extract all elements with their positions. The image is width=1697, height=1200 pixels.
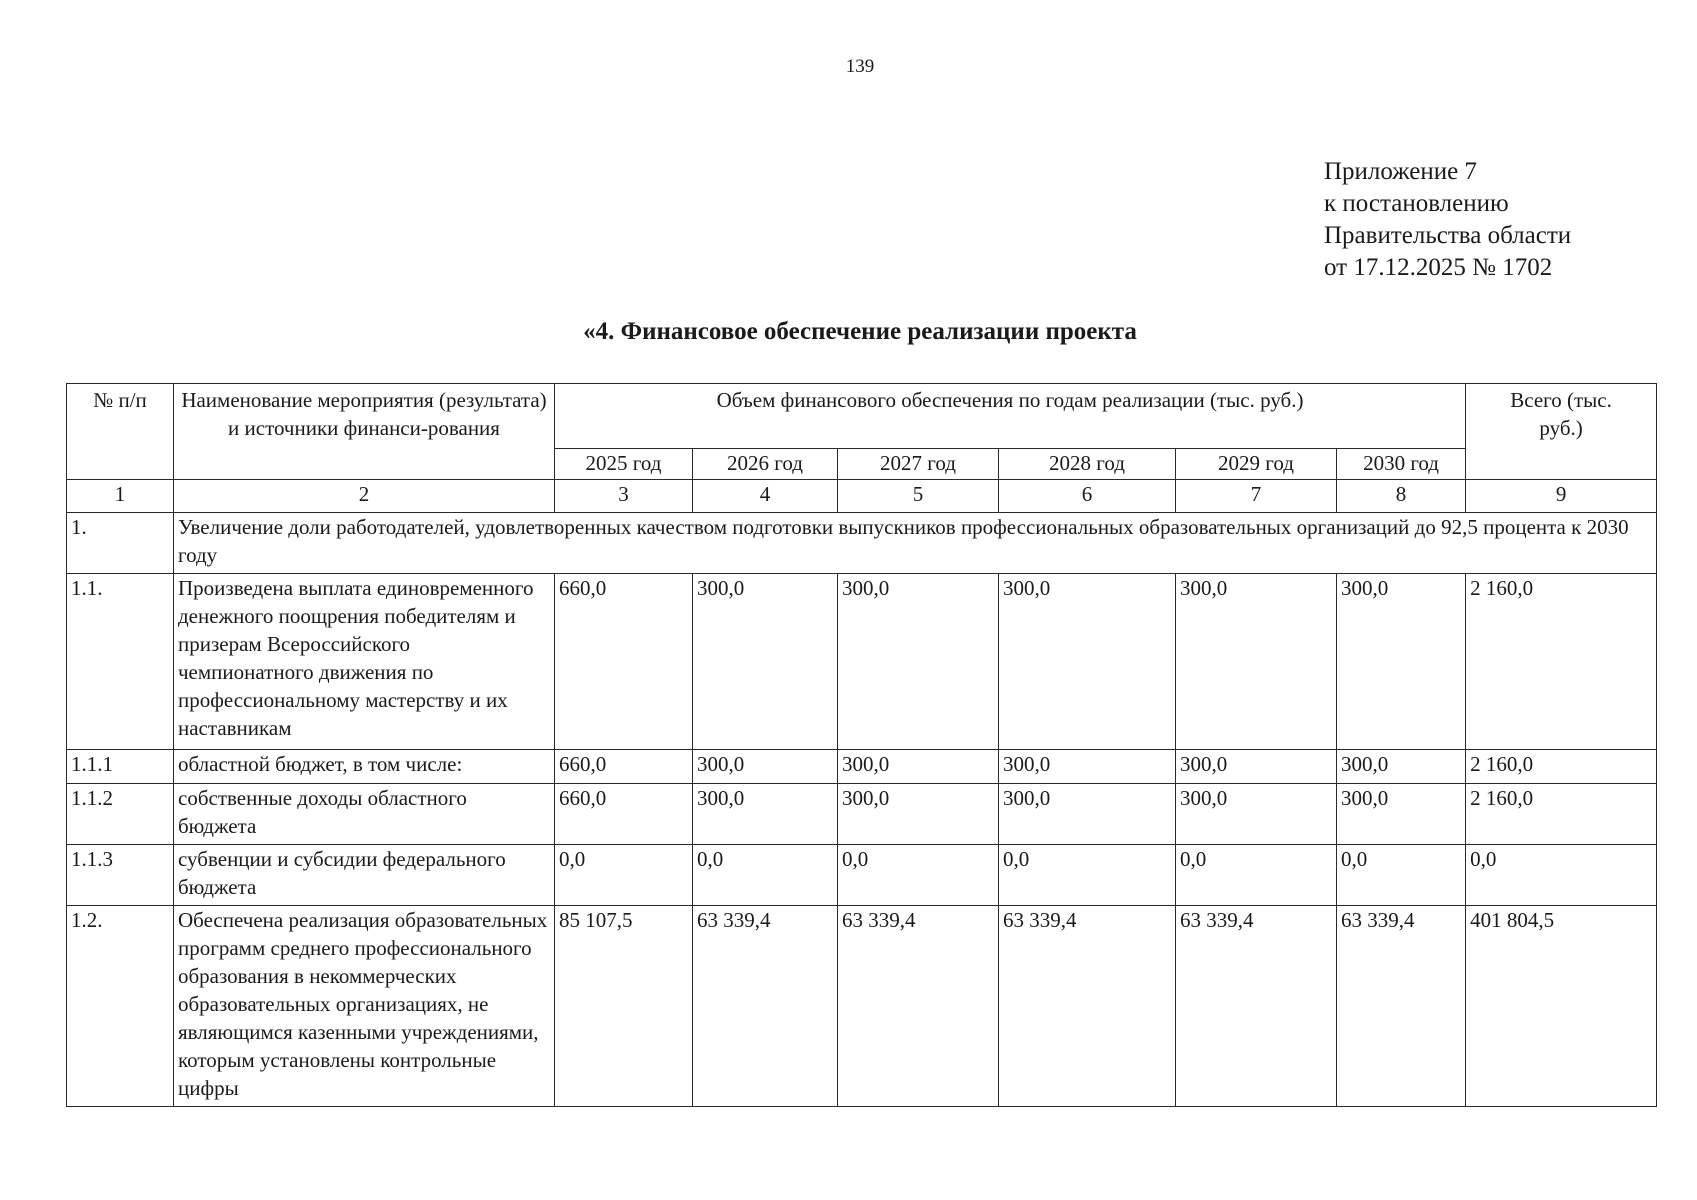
row-value: 0,0 — [838, 845, 999, 906]
row-num: 1.1.2 — [67, 784, 174, 845]
row-value: 63 339,4 — [999, 906, 1176, 1107]
column-index: 1 — [67, 480, 174, 513]
row-value: 300,0 — [1337, 784, 1466, 845]
appendix-line: Приложение 7 — [1324, 158, 1477, 185]
row-total: 2 160,0 — [1466, 784, 1657, 845]
row-name: Произведена выплата единовременного денежного поощрения победителям и призерам Всероссийского чемпионатного движения по профессиональному мастерству и их наставникам — [174, 574, 555, 750]
row-name: Обеспечена реализация образовательных программ среднего профессионального образования в некоммерческих образовательных организациях, не являющимся казенными учреждениями, которым установлены контрольные цифры — [174, 906, 555, 1107]
appendix-line: Правительства области — [1324, 222, 1572, 249]
table-row — [67, 750, 1657, 784]
financing-table — [66, 383, 1657, 1107]
header-row — [67, 384, 1657, 449]
row-value: 0,0 — [1176, 845, 1337, 906]
header-year: 2028 год — [999, 449, 1176, 480]
row-value: 660,0 — [555, 750, 693, 784]
row-value: 300,0 — [838, 750, 999, 784]
column-index-row — [67, 480, 1657, 513]
section-num: 1. — [67, 513, 174, 574]
section-text: Увеличение доли работодателей, удовлетворенных качеством подготовки выпускников профессиональных образовательных организаций до 92,5 процента к 2030 году — [174, 513, 1657, 574]
header-num: № п/п — [67, 384, 174, 480]
row-value: 660,0 — [555, 784, 693, 845]
row-num: 1.2. — [67, 906, 174, 1107]
column-index: 5 — [838, 480, 999, 513]
row-value: 0,0 — [1337, 845, 1466, 906]
row-value: 300,0 — [693, 574, 838, 750]
row-total: 2 160,0 — [1466, 750, 1657, 784]
header-total: Всего (тыс. руб.) — [1466, 384, 1657, 480]
column-index: 2 — [174, 480, 555, 513]
section-row — [67, 513, 1657, 574]
row-total: 2 160,0 — [1466, 574, 1657, 750]
row-name: областной бюджет, в том числе: — [174, 750, 555, 784]
row-value: 0,0 — [693, 845, 838, 906]
column-index: 6 — [999, 480, 1176, 513]
row-total: 401 804,5 — [1466, 906, 1657, 1107]
header-volume: Объем финансового обеспечения по годам реализации (тыс. руб.) — [555, 384, 1466, 449]
header-year: 2025 год — [555, 449, 693, 480]
row-value: 300,0 — [1176, 574, 1337, 750]
table-row — [67, 906, 1657, 1107]
row-name: собственные доходы областного бюджета — [174, 784, 555, 845]
row-value: 300,0 — [999, 574, 1176, 750]
row-value: 300,0 — [838, 574, 999, 750]
row-value: 300,0 — [1176, 750, 1337, 784]
row-value: 63 339,4 — [693, 906, 838, 1107]
column-index: 7 — [1176, 480, 1337, 513]
row-value: 0,0 — [555, 845, 693, 906]
row-value: 0,0 — [999, 845, 1176, 906]
appendix-block — [1324, 156, 1571, 284]
row-value: 300,0 — [1337, 574, 1466, 750]
column-index: 3 — [555, 480, 693, 513]
row-value: 300,0 — [999, 750, 1176, 784]
row-value: 63 339,4 — [1337, 906, 1466, 1107]
row-value: 300,0 — [1176, 784, 1337, 845]
row-num: 1.1.3 — [67, 845, 174, 906]
appendix-line: от 17.12.2025 № 1702 — [1324, 254, 1553, 281]
header-year: 2030 год — [1337, 449, 1466, 480]
header-name: Наименование мероприятия (результата) и источники финанси-рования — [174, 384, 555, 480]
row-value: 63 339,4 — [838, 906, 999, 1107]
page-number: 139 — [845, 56, 875, 77]
row-num: 1.1. — [67, 574, 174, 750]
row-value: 300,0 — [999, 784, 1176, 845]
row-value: 300,0 — [1337, 750, 1466, 784]
row-value: 300,0 — [693, 750, 838, 784]
row-name: субвенции и субсидии федерального бюджета — [174, 845, 555, 906]
header-year: 2029 год — [1176, 449, 1337, 480]
row-value: 63 339,4 — [1176, 906, 1337, 1107]
column-index: 4 — [693, 480, 838, 513]
row-value: 300,0 — [693, 784, 838, 845]
header-year: 2027 год — [838, 449, 999, 480]
table-row — [67, 574, 1657, 750]
column-index: 9 — [1466, 480, 1657, 513]
table-row — [67, 784, 1657, 845]
row-num: 1.1.1 — [67, 750, 174, 784]
document-title: «4. Финансовое обеспечение реализации проекта — [583, 318, 1137, 345]
header-year: 2026 год — [693, 449, 838, 480]
table-row — [67, 845, 1657, 906]
row-value: 660,0 — [555, 574, 693, 750]
appendix-line: к постановлению — [1324, 190, 1509, 217]
row-total: 0,0 — [1466, 845, 1657, 906]
row-value: 300,0 — [838, 784, 999, 845]
row-value: 85 107,5 — [555, 906, 693, 1107]
column-index: 8 — [1337, 480, 1466, 513]
